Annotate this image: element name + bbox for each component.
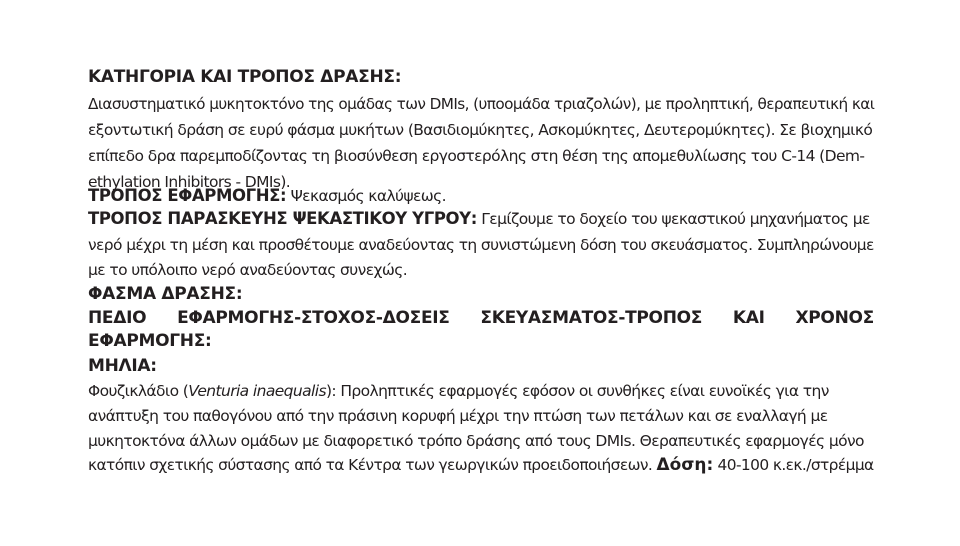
crop-line-1 [88,381,829,401]
field-heading-word-2: ΕΦΑΡΜΟΓΗΣ-ΣΤΟΧΟΣ-ΔΟΣΕΙΣ [177,308,450,328]
dose-label: Δόση: [656,455,714,475]
preparation-label: ΤΡΟΠΟΣ ΠΑΡΑΣΚΕΥΗΣ ΨΕΚΑΣΤΙΚΟΥ ΥΓΡΟΥ: [88,209,477,228]
dose-value: 40-100 κ.εκ./στρέμμα [717,456,874,474]
crop-line-4-text: κατόπιν σχετικής σύστασης από τα Κέντρα των γεωργικών προειδοποιήσεων. [88,456,653,474]
mode-line-3: επίπεδο δρα παρεμποδίζοντας τη βιοσύνθεση εργοστερόλης στη θέση της απομεθυλίωσης του C-14 (Dem- [88,147,865,165]
application-label: ΤΡΟΠΟΣ ΕΦΑΡΜΟΓΗΣ: [88,186,287,205]
field-heading-word-4: ΚΑΙ [732,308,765,328]
field-heading-word-1: ΠΕΔΙΟ [88,308,147,328]
mode-line-1: Διασυστηματικό μυκητοκτόνο της ομάδας των DMIs, (υποομάδα τριαζολών), με προληπτική, θεραπευτική και [88,95,875,113]
mode-line-4: ethylation Inhibitors - DMIs). [88,173,291,191]
preparation-line-1: Γεμίζουμε το δοχείο του ψεκαστικού μηχανήματος με [481,210,870,228]
disease-prefix: Φουζικλάδιο ( [88,382,189,400]
crop-line-2: ανάπτυξη του παθογόνου από την πράσινη κορυφή μέχρι την πτώση των πετάλων και σε εναλλαγή με [88,407,828,425]
preparation-line-3: με το υπόλοιπο νερό αναδεύοντας συνεχώς. [88,261,408,279]
mode-line-2: εξοντωτική δράση σε ευρύ φάσμα μυκήτων (Βασιδιομύκητες, Ασκομύκητες, Δευτερομύκητες). Σε βιοχημικό [88,121,873,139]
field-heading-word-3: ΣΚΕΥΑΣΜΑΤΟΣ-ΤΡΟΠΟΣ [480,308,703,328]
mode-of-action-heading: ΚΑΤΗΓΟΡΙΑ ΚΑΙ ΤΡΟΠΟΣ ΔΡΑΣΗΣ: [88,67,402,87]
spectrum-heading: ΦΑΣΜΑ ΔΡΑΣΗΣ: [88,284,243,304]
pathogen-name: Venturia inaequalis [188,382,326,400]
application-row [88,186,446,206]
crop-line-3: μυκητοκτόνα άλλων ομάδων με διαφορετικό τρόπο δράσης από τους DMIs. Θεραπευτικές εφαρμογές μόνο [88,432,864,450]
preparation-row [88,209,870,229]
field-heading [88,308,874,328]
preparation-line-2: νερό μέχρι τη μέση και προσθέτουμε αναδεύοντας τη συνιστώμενη δόση του σκευάσματος. Συμπληρώνουμε [88,236,874,254]
field-heading-continued: ΕΦΑΡΜΟΓΗΣ: [88,331,212,351]
crop-line-4 [88,455,874,475]
crop-line-1-rest: ): Προληπτικές εφαρμογές εφόσον οι συνθήκες είναι ευνοϊκές για την [325,382,829,400]
application-text: Ψεκασμός καλύψεως. [290,187,446,205]
crop-heading: ΜΗΛΙΑ: [88,356,157,376]
field-heading-word-5: ΧΡΟΝΟΣ [795,308,874,328]
